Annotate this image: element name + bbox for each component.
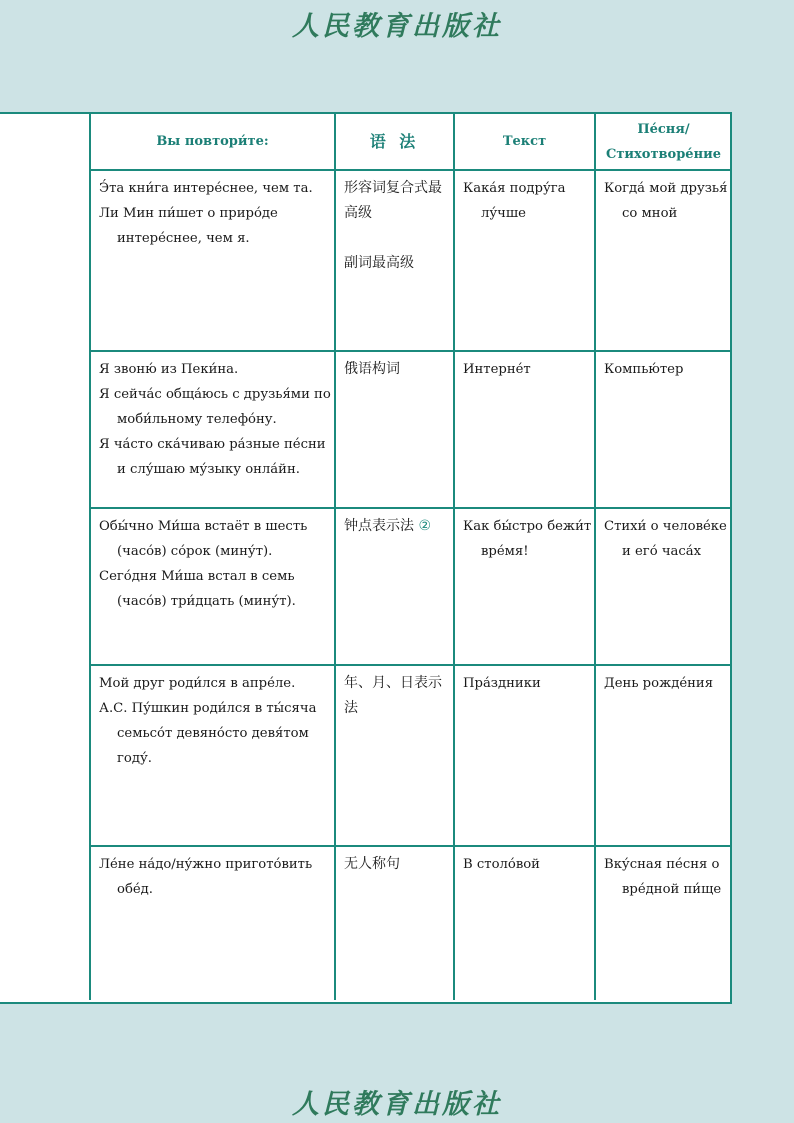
grammar-topic: 年、月、日表示法 <box>344 675 442 716</box>
review-sentence: Я звоню́ из Пеки́на. <box>99 362 239 377</box>
text-cell <box>454 351 595 508</box>
text-title: Пра́здники <box>463 676 541 691</box>
grammar-topic-text: 钟点表示法 <box>344 518 414 534</box>
review-sentence: А.С. Пу́шкин роди́лся в ты́сяча семьсо́т девяно́сто девя́том году́. <box>99 701 317 766</box>
table-row <box>90 351 731 508</box>
review-sentence: Обы́чно Ми́ша встаёт в шесть (часо́в) со́рок (мину́т). <box>99 519 308 559</box>
review-sentence: Э́та кни́га интере́снее, чем та. <box>99 181 313 196</box>
header-review: Вы повтори́те: <box>90 114 335 170</box>
text-title: Как бы́стро бежи́т вре́мя! <box>463 519 592 559</box>
song-title: Компью́тер <box>604 362 684 377</box>
header-row <box>90 114 731 170</box>
song-cell <box>595 665 731 846</box>
text-cell <box>454 665 595 846</box>
song-cell <box>595 170 731 351</box>
header-song-line2: Стихотворе́ние <box>605 146 721 162</box>
review-sentence: Я сейча́с обща́юсь с друзья́ми по моби́льному телефо́ну. <box>99 387 331 427</box>
review-cell <box>90 508 335 665</box>
song-title: День рожде́ния <box>604 676 714 691</box>
review-sentence: Я ча́сто ска́чиваю ра́зные пе́сни и слу́шаю му́зыку онла́йн. <box>99 437 326 477</box>
text-title: Интерне́т <box>463 362 531 377</box>
song-title: Когда́ мой друзья́ со мной <box>604 181 728 221</box>
publisher-logo-bottom: 人民教育出版社 <box>292 1089 502 1120</box>
table-row <box>90 508 731 665</box>
review-sentence: Ли Мин пи́шет о приро́де интере́снее, чем я. <box>99 206 278 246</box>
song-title: Стихи́ о челове́ке и его́ часа́х <box>604 519 727 559</box>
table-row <box>90 170 731 351</box>
review-cell <box>90 846 335 1000</box>
review-cell <box>90 351 335 508</box>
review-sentence: Сего́дня Ми́ша встал в семь (часо́в) три́дцать (мину́т). <box>99 569 296 609</box>
grammar-topic: 俄语构词 <box>344 361 400 377</box>
grammar-cell <box>335 665 454 846</box>
grammar-topic: 副词最高级 <box>344 255 414 271</box>
text-title: В столо́вой <box>463 857 540 872</box>
grammar-topic: 无人称句 <box>344 856 400 872</box>
grammar-cell <box>335 846 454 1000</box>
text-title: Кака́я подру́га лу́чше <box>463 181 566 221</box>
review-cell <box>90 170 335 351</box>
text-cell <box>454 846 595 1000</box>
grammar-topic: 形容词复合式最高级 <box>344 180 442 221</box>
grammar-cell <box>335 170 454 351</box>
grammar-cell <box>335 351 454 508</box>
curriculum-table-panel <box>0 112 732 1004</box>
text-cell <box>454 170 595 351</box>
table-row <box>90 665 731 846</box>
review-cell <box>90 665 335 846</box>
song-cell <box>595 846 731 1000</box>
header-song <box>595 114 731 170</box>
song-title: Вку́сная пе́сня о вре́дной пи́ще <box>604 857 722 897</box>
song-cell <box>595 508 731 665</box>
header-grammar: 语 法 <box>335 114 454 170</box>
review-sentence: Мой друг роди́лся в апре́ле. <box>99 676 296 691</box>
header-song-line1: Пе́сня/ <box>637 121 690 137</box>
circled-number-icon: ② <box>418 518 432 534</box>
header-text: Текст <box>454 114 595 170</box>
review-sentence: Ле́не на́до/ну́жно пригото́вить обе́д. <box>99 857 313 897</box>
grammar-cell <box>335 508 454 665</box>
text-cell <box>454 508 595 665</box>
song-cell <box>595 351 731 508</box>
curriculum-table <box>89 114 731 1000</box>
grammar-topic <box>344 514 453 539</box>
table-row <box>90 846 731 1000</box>
publisher-logo-top: 人民教育出版社 <box>292 11 502 42</box>
